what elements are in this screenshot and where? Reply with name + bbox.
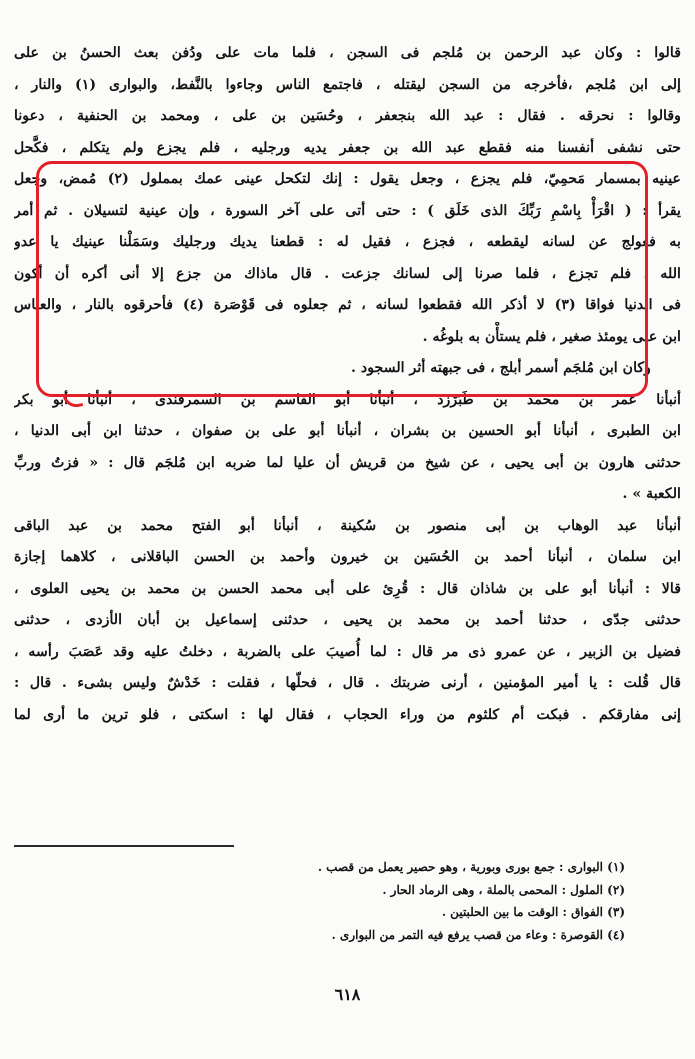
text-line: فى الدنيا فواقا (٣) لا أذكر الله فقطعوا لسانه ، ثم جعلوه فى قَوْصَرة (٤) فأحرقوه بالنار ، والعباس [14, 297, 681, 313]
footnote: (٢) الملول : المحمى بالملة ، وهى الرماد الحار . [382, 882, 625, 897]
text-line: الكعبة » . [622, 486, 681, 502]
footnote: (٤) القوصرة : وعاء من قصب يرفع فيه التمر من البوارى . [331, 927, 625, 942]
text-line: إلى ابن مُلجم ،فأخرجه من السجن ليقتله ، فاجتمع الناس وجاءوا بالنَّفط، والبوارى (١) والنار ، [14, 76, 681, 93]
page-number: ٦١٨ [334, 985, 361, 1004]
text-line: ابن على يومئذ صغير ، فلم يستأْن به بلوغُه . [422, 328, 681, 345]
text-line: قالا : أنبأنا أبو على بن شاذان قال : قُرِئ على أبى محمد الحسن بن محمد بن يحيى العلوى ، [14, 580, 681, 597]
text-line: وقالوا : نحرقه . فقال : عبد الله بنجعفر ، وحُسَين بن على ، ومحمد بن الحنفية ، دعونا [14, 108, 681, 124]
text-line: ابن سلمان ، أنبأنا أحمد بن الحُسَين بن خيرون وأحمد بن الحسن الباقلانى ، كلاهما إجازة [14, 549, 681, 565]
text-line: إنى مفارقكم . فبكت أم كلثوم من وراء الحجاب ، فقال لها : اسكتى ، فلو ترين ما أرى لما [14, 706, 681, 723]
footnotes [155, 856, 625, 946]
text-line: قالوا : وكان عبد الرحمن بن مُلجم فى السجن ، فلما مات على ودُفن بعث الحسنُ بن على [14, 45, 681, 61]
text-line: فضيل بن الزبير ، عن عمرو ذى مر قال : لما أُصيبَ على بالضربة ، دخلتُ عليه وقد عَصَبَ رأسه ، [14, 643, 681, 660]
footnote: (١) البوارى : جمع بورى وبورية ، وهو حصير يعمل من قصب . [317, 860, 625, 874]
text-line: أنبأنا عمر بن محمد بن طَبَرْزد ، أنبأنا أبو القاسم بن السمرقندى ، أنبأنا أبو بكر [14, 391, 681, 408]
text-line: ابن الطبرى ، أنبأنا أبو الحسين بن بشران ، أنبأنا أبو على بن صفوان ، حدثنا ابن أبى الدنيا ، [14, 423, 681, 439]
main-text [14, 38, 681, 731]
footnote: (٣) الفواق : الوقت ما بين الحلبتين . [441, 905, 625, 919]
text-line: قال قُلت : يا أمير المؤمنين ، أرنى ضربتك . قال ، فحلّها ، فقلت : خَدْشٌ وليس بشىء . قال : [14, 675, 681, 691]
footnote-divider [14, 845, 234, 847]
text-line: حدثنى جدّى ، حدثنا أحمد بن محمد بن يحيى ، حدثنى إسماعيل بن أبان الأزدى ، حدثنى [14, 612, 681, 628]
text-line: وكان ابن مُلجَم أسمر أبلج ، فى جبهته أثر السجود . [351, 360, 651, 376]
text-line: يقرأ : ( اقْرَأْ بِاسْمِ رَبِّكَ الذى خَلَق ) : حتى أتى على آخر السورة ، وإن عينية لتسيلان . ثم أمر [14, 202, 681, 219]
text-line: حدثنى هارون بن أبى يحيى ، عن شيخ من قريش أن عليا لما ضربه ابن مُلجَم قال : « فزتُ وربِّ [14, 454, 681, 471]
text-line: أنبأنا عبد الوهاب بن أبى منصور بن سُكينة ، أنبأنا أبو الفتح محمد بن عبد الباقى [14, 517, 681, 534]
text-line: الله ، فلم تجزع ، فلما صرنا إلى لسانك جزعت . قال ماذاك من جزع إلا أنى أكره أن أكون [14, 265, 681, 282]
text-line: به فعولج عن لسانه ليقطعه ، فجزع ، فقيل له : قطعنا يديك ورجليك وسَمَلْنا عينيك يا عدو [14, 234, 681, 250]
text-line: حتى نشفى أنفسنا منه فقطع عبد الله بن جعفر يديه ورجليه ، فلم يجزع ولم يتكلم ، فكَّحل [14, 139, 681, 156]
text-line: عينيه بمسمار مَحمِيّ، فلم يجزع ، وجعل يقول : إنك لتكحل عينى عمك بمملول (٢) مُمض، وجعل [14, 171, 681, 187]
